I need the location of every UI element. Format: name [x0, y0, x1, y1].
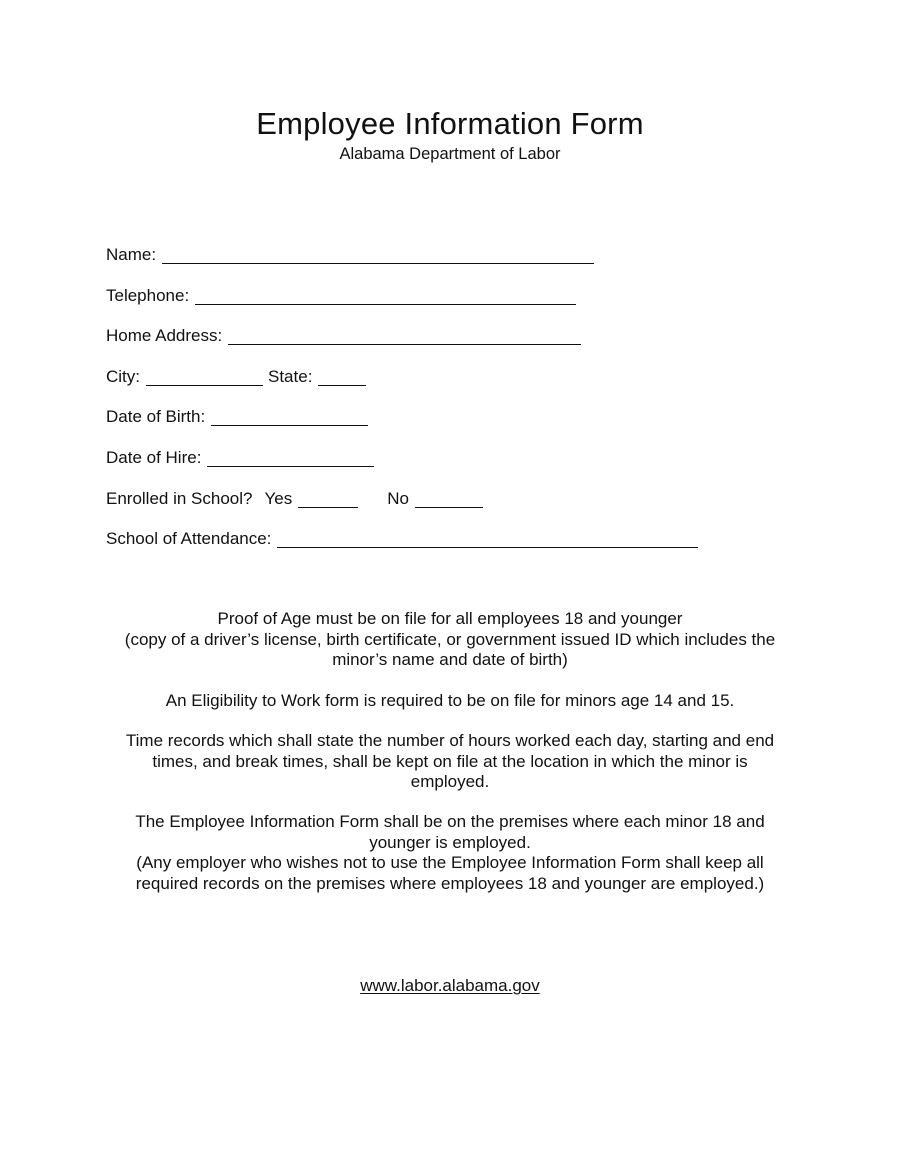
note-line: (Any employer who wishes not to use the Employee Information Form shall keep all — [136, 853, 764, 872]
page-subtitle: Alabama Department of Labor — [339, 145, 561, 163]
note-line: Proof of Age must be on file for all employees 18 and younger — [217, 609, 683, 628]
yes-label: Yes — [264, 489, 293, 508]
no-field[interactable] — [415, 506, 483, 508]
date-of-hire-row — [106, 445, 374, 469]
city-state-row — [106, 364, 366, 388]
school-of-attendance-label: School of Attendance: — [106, 529, 272, 548]
footer — [0, 975, 900, 997]
state-label: State: — [268, 367, 313, 386]
website-link[interactable]: www.labor.alabama.gov — [360, 976, 540, 995]
state-field[interactable] — [318, 384, 366, 386]
enrolled-in-school-label: Enrolled in School? — [106, 489, 253, 508]
name-row — [106, 242, 594, 266]
school-of-attendance-row — [106, 526, 698, 550]
school-of-attendance-field[interactable] — [277, 546, 698, 548]
yes-field[interactable] — [298, 506, 358, 508]
date-of-birth-label: Date of Birth: — [106, 407, 206, 426]
note-line: The Employee Information Form shall be on the premises where each minor 18 and — [135, 812, 765, 831]
note-line: employed. — [410, 772, 490, 791]
note-line: times, and break times, shall be kept on file at the location in which the minor is — [152, 751, 748, 771]
note-line: Time records which shall state the number of hours worked each day, starting and end — [125, 731, 775, 750]
note-line: (copy of a driver’s license, birth certificate, or government issued ID which includes the — [124, 629, 776, 649]
city-label: City: — [106, 367, 140, 386]
home-address-field[interactable] — [228, 343, 581, 345]
eligibility-note — [100, 691, 800, 712]
note-line: An Eligibility to Work form is required to be on file for minors age 14 and 15. — [165, 691, 735, 710]
telephone-row — [106, 283, 576, 307]
premises-note — [100, 812, 800, 894]
note-line: minor’s name and date of birth) — [332, 650, 568, 669]
date-of-hire-field[interactable] — [207, 465, 374, 467]
home-address-label: Home Address: — [106, 326, 223, 345]
name-label: Name: — [106, 245, 157, 264]
date-of-birth-row — [106, 404, 368, 428]
enrolled-in-school-row — [106, 486, 483, 510]
home-address-row — [106, 323, 581, 347]
time-records-note — [100, 731, 800, 793]
note-line: younger is employed. — [369, 832, 531, 852]
city-field[interactable] — [146, 384, 263, 386]
date-of-birth-field[interactable] — [211, 424, 368, 426]
proof-of-age-note — [100, 609, 800, 671]
name-field[interactable] — [162, 262, 594, 264]
no-label: No — [387, 489, 409, 508]
telephone-field[interactable] — [195, 303, 576, 305]
telephone-label: Telephone: — [106, 286, 190, 305]
date-of-hire-label: Date of Hire: — [106, 448, 202, 467]
note-line: required records on the premises where employees 18 and younger are employed.) — [135, 873, 765, 893]
page-title: Employee Information Form — [256, 106, 644, 141]
